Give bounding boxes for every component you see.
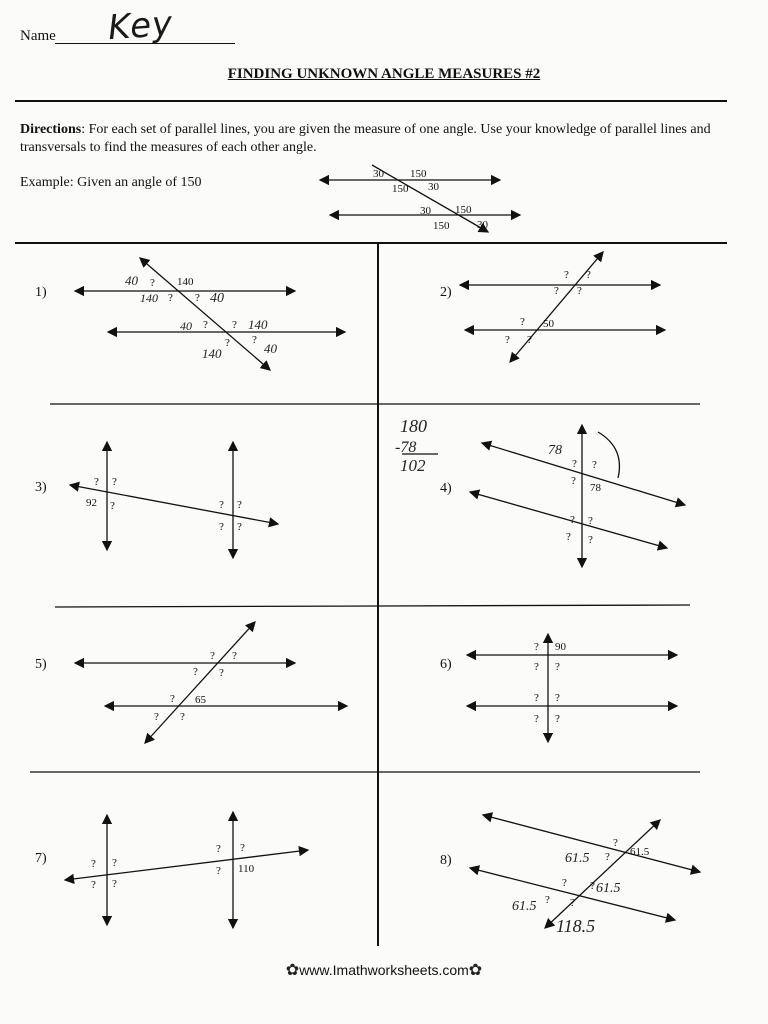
p8-answer-3: 61.5 <box>512 899 537 914</box>
p6-mark-7: ? <box>555 713 560 725</box>
p5-mark-7: ? <box>180 711 185 723</box>
p3-given: 92 <box>86 497 97 509</box>
name-label: Name <box>20 28 56 44</box>
directions-label: Directions <box>20 122 82 137</box>
p3-mark-1: ? <box>94 476 99 488</box>
page-title: FINDING UNKNOWN ANGLE MEASURES #2 <box>227 66 541 82</box>
example-angle-2tr: 150 <box>455 204 472 216</box>
p1-answer-4: 40 <box>180 319 192 333</box>
p4-work-2: -78 <box>395 439 417 456</box>
p8-mark-3: ? <box>562 877 567 889</box>
p4-work-4: 78 <box>548 443 562 458</box>
row-divider-2 <box>55 605 690 607</box>
p8-answer-1: 61.5 <box>565 851 590 866</box>
flower-icon-right: ✿ <box>468 962 483 979</box>
footer <box>0 960 768 980</box>
p1-answer-3: 40 <box>210 291 224 306</box>
p7-mark-7: ? <box>216 865 221 877</box>
p1-mark-7: ? <box>252 334 257 346</box>
p4-mark-4: ? <box>570 514 575 526</box>
p4-work-1: 180 <box>400 416 427 436</box>
p5-given: 65 <box>195 694 206 706</box>
p5-mark-2: ? <box>232 650 237 662</box>
p1-answer-7: 40 <box>264 341 277 356</box>
p8-given: 61.5 <box>630 846 650 858</box>
p5-mark-5: ? <box>170 693 175 705</box>
p6-mark-4: ? <box>534 692 539 704</box>
p7-given: 110 <box>238 863 255 875</box>
p1-mark-6: ? <box>225 337 230 349</box>
p5-mark-4: ? <box>219 667 224 679</box>
p5-mark-3: ? <box>193 666 198 678</box>
p8-mark-5: ? <box>545 894 550 906</box>
problem-number-1: 1) <box>35 285 47 300</box>
p7-mark-1: ? <box>91 858 96 870</box>
p1-answer-1: 40 <box>125 273 138 288</box>
p5-mark-6: ? <box>154 711 159 723</box>
example-transversal <box>372 165 488 232</box>
name-handwritten-value: Key <box>106 3 175 49</box>
example-angle-2br: 30 <box>477 219 488 231</box>
p1-mark-4: ? <box>203 319 208 331</box>
p3-mark-6: ? <box>219 521 224 533</box>
problem-number-8: 8) <box>440 853 452 868</box>
p1-mark-3: ? <box>195 292 200 304</box>
p8-answer-2: 61.5 <box>596 881 621 896</box>
problem-number-7: 7) <box>35 851 47 866</box>
problem-number-4: 4) <box>440 481 452 496</box>
p2-mark-3: ? <box>554 285 559 297</box>
p8-mark-1: ? <box>613 837 618 849</box>
p2-mark-7: ? <box>527 334 532 346</box>
p4-mark-1: ? <box>572 458 577 470</box>
p7-mark-5: ? <box>216 843 221 855</box>
p1-mark-1: ? <box>150 277 155 289</box>
example-angle-2tl: 30 <box>420 205 431 217</box>
problem-number-5: 5) <box>35 657 47 672</box>
p5-mark-1: ? <box>210 650 215 662</box>
p1-mark-5: ? <box>232 319 237 331</box>
example-angle-br: 30 <box>428 181 439 193</box>
p1-given: 140 <box>177 276 194 288</box>
p8-mark-2: ? <box>605 851 610 863</box>
directions-text: : For each set of parallel lines, you are given the measure of one angle. Use your knowledge of parallel lines and transversals to find the measures of each other angle. <box>20 122 711 155</box>
p8-mark-4: ? <box>590 880 595 892</box>
p7-mark-2: ? <box>112 857 117 869</box>
footer-url[interactable]: www.Imathworksheets.com <box>299 962 469 978</box>
p3-mark-3: ? <box>110 500 115 512</box>
example-angle-tr: 150 <box>410 168 427 180</box>
p4-work-3: 102 <box>400 456 426 475</box>
p4-mark-3: ? <box>571 475 576 487</box>
p3-mark-2: ? <box>112 476 117 488</box>
p6-mark-6: ? <box>534 713 539 725</box>
work-arc <box>598 432 619 478</box>
p7-mark-4: ? <box>112 878 117 890</box>
p1-answer-6: 140 <box>202 346 222 361</box>
p4-mark-7: ? <box>588 534 593 546</box>
flower-icon-left: ✿ <box>285 962 300 979</box>
example-angle-2bl: 150 <box>433 220 450 232</box>
p3-mark-5: ? <box>237 499 242 511</box>
p1-mark-2: ? <box>168 292 173 304</box>
p8-mark-6: ? <box>570 897 575 909</box>
p2-mark-4: ? <box>577 285 582 297</box>
p2-mark-1: ? <box>564 269 569 281</box>
problem-number-6: 6) <box>440 657 452 672</box>
p1-answer-5: 140 <box>248 317 268 332</box>
p6-mark-2: ? <box>534 661 539 673</box>
problem-number-3: 3) <box>35 480 47 495</box>
example-angle-bl: 150 <box>392 183 409 195</box>
p8-answer-4: 118.5 <box>556 916 596 936</box>
p4-mark-6: ? <box>566 531 571 543</box>
p4-given: 78 <box>590 482 601 494</box>
p3-mark-7: ? <box>237 521 242 533</box>
p6-mark-3: ? <box>555 661 560 673</box>
p2-mark-6: ? <box>505 334 510 346</box>
p2-given: 50 <box>543 318 554 330</box>
p1-answer-2: 140 <box>140 291 158 305</box>
example-angle-tl: 30 <box>373 168 384 180</box>
example-text: Example: Given an angle of 150 <box>20 175 202 190</box>
problem-number-2: 2) <box>440 285 452 300</box>
p7-mark-3: ? <box>91 879 96 891</box>
p6-given: 90 <box>555 641 566 653</box>
p4-mark-2: ? <box>592 459 597 471</box>
p6-mark-1: ? <box>534 641 539 653</box>
p4-mark-5: ? <box>588 515 593 527</box>
p3-mark-4: ? <box>219 499 224 511</box>
p2-mark-5: ? <box>520 316 525 328</box>
p7-mark-6: ? <box>240 842 245 854</box>
p2-mark-2: ? <box>586 269 591 281</box>
p6-mark-5: ? <box>555 692 560 704</box>
